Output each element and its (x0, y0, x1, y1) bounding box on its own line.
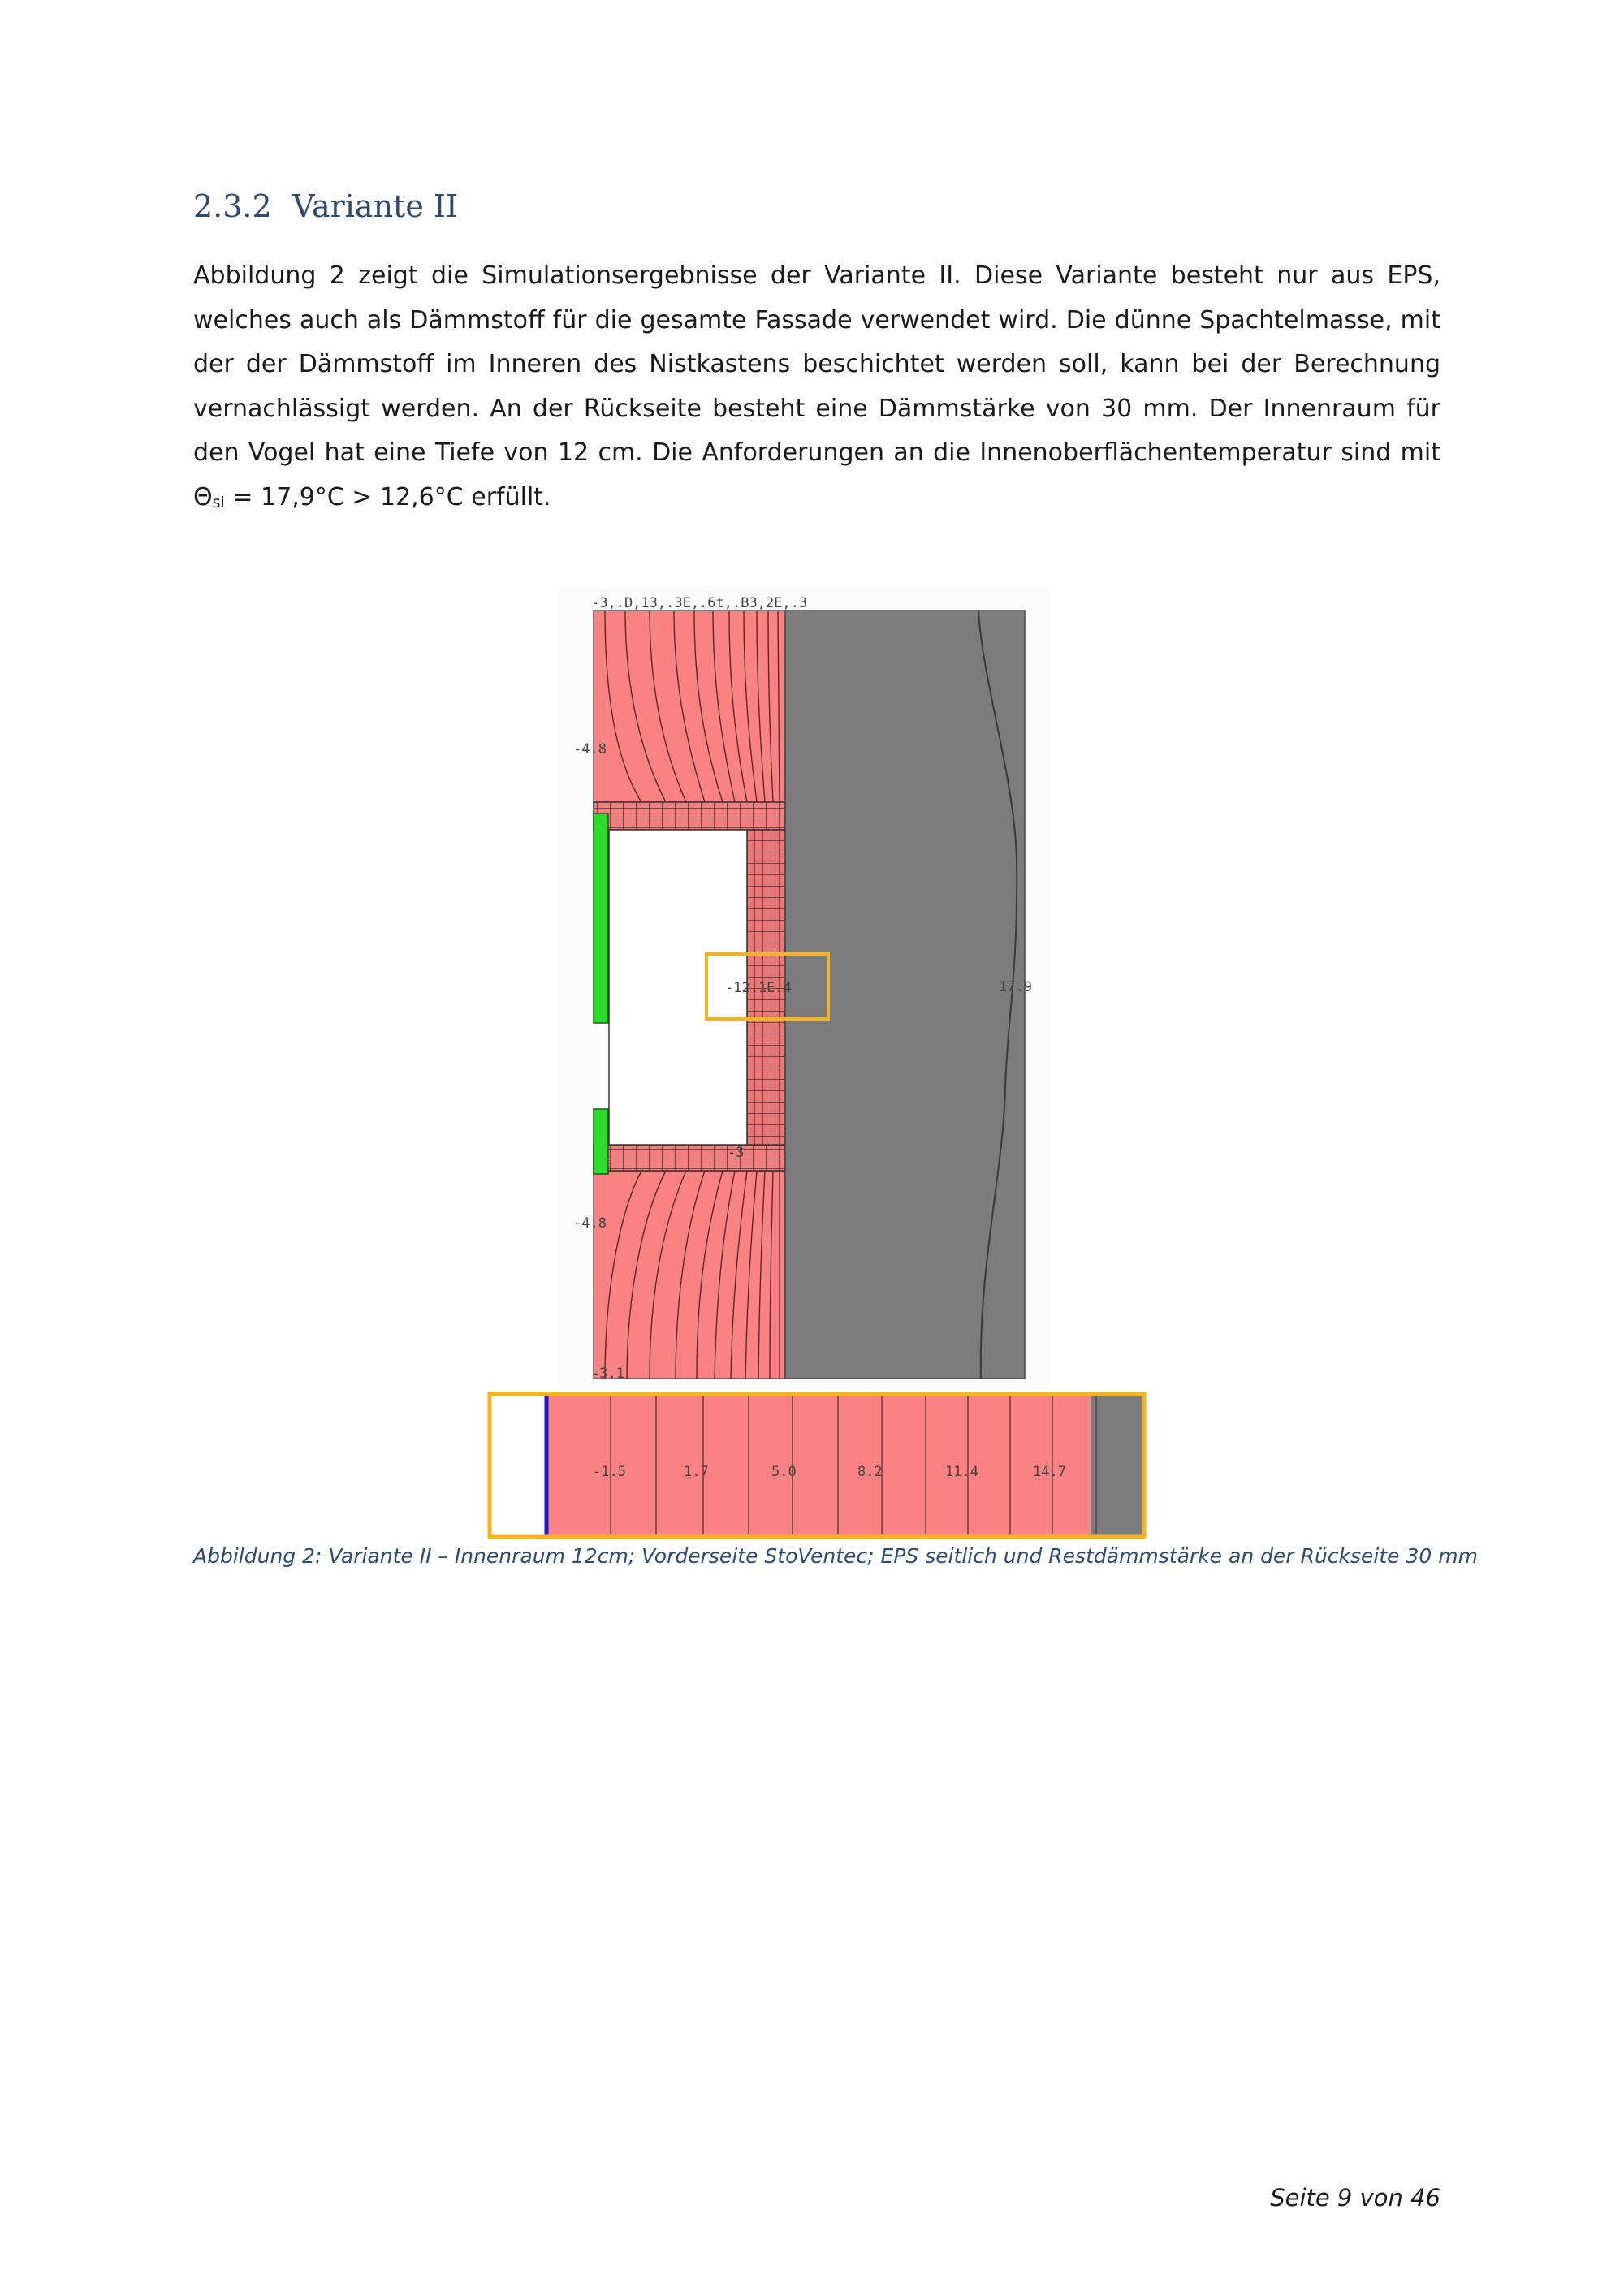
stoventec-strip-lower (594, 1109, 608, 1174)
detail-label: 1.7 (684, 1464, 709, 1480)
detail-label: 5.0 (771, 1464, 797, 1480)
top-labels: -3,.D,13,.3E,.6t,.B3,2E,.3 (591, 595, 808, 611)
page-number: Seite 9 von 46 (1270, 2184, 1440, 2212)
detail-label: -1.5 (593, 1464, 626, 1480)
left-label-lower: -4.8 (573, 1215, 607, 1232)
wall-block (785, 611, 1025, 1379)
eps-lower-block (594, 1171, 785, 1379)
detail-strip-wall (1091, 1394, 1144, 1537)
detail-strip (490, 1394, 1144, 1537)
section-heading (193, 188, 458, 224)
figure-caption: Abbildung 2: Variante II – Innenraum 12cm; Vorderseite StoVentec; EPS seitlich und Restdämmstärke an der Rückseite 30 mm (193, 1544, 1478, 1568)
left-label-upper: -4.8 (573, 741, 607, 757)
center-overlap-label: -12.1E.4 (725, 980, 792, 996)
detail-label: 8.2 (857, 1464, 883, 1480)
section-number: 2.3.2 (193, 188, 272, 224)
theta-symbol: Θ (193, 482, 213, 511)
right-label: 17.9 (999, 979, 1032, 995)
body-paragraph (193, 254, 1440, 520)
small-label-lower: -3 (728, 1145, 745, 1161)
detail-strip-eps (546, 1394, 1091, 1537)
stoventec-strip-upper (594, 814, 608, 1023)
mesh-band-lower (594, 1145, 785, 1171)
paragraph-text: Abbildung 2 zeigt die Simulationsergebnisse der Variante II. Diese Variante besteht nur aus EPS, welches auch als Dämmstoff für die gesamte Fassade verwendet wird. Die dünne Spachtelmasse, mit der der Dämmstoff im Inneren des Nistkastens beschichtet werden soll, kann bei der Berechnung vernachlässigt werden. An der Rückseite besteht eine Dämmstärke von 30 mm. Der Innenraum für den Vogel hat eine Tiefe von 12 cm. Die Anforderungen an die Innenoberflächentemperatur sind mit (193, 261, 1440, 468)
paragraph-text-end: = 17,9°C > 12,6°C erfüllt. (224, 482, 551, 511)
theta-subscript: si (212, 493, 225, 511)
detail-label: 14.7 (1033, 1464, 1066, 1480)
mesh-band-upper (594, 802, 785, 830)
detail-strip-inner-air (490, 1394, 546, 1537)
bottom-left-label: -3.1 (591, 1366, 624, 1382)
detail-label: 11.4 (945, 1464, 978, 1480)
section-title: Variante II (292, 188, 458, 224)
